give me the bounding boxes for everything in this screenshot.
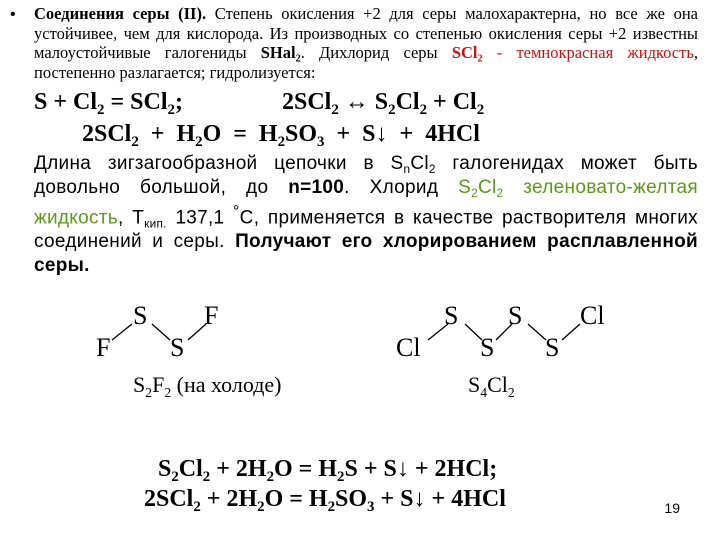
mol1-caption: $S_2F_2$ (на холоде)	[133, 372, 282, 400]
section-title: Соединения серы (II).	[34, 4, 207, 23]
precipitate-arrow-2: ↓	[396, 456, 409, 482]
equation-1b: 2SCl$_2$ ↔ $S_2Cl_2 + Cl_2$	[282, 89, 485, 119]
equilibrium-arrow: ↔	[344, 89, 369, 115]
shal-formula: SHal$_2$	[260, 43, 301, 65]
bullet-point: •	[10, 6, 16, 23]
scl2-description: - темнокрасная жидкость	[482, 43, 694, 62]
mol2-cl-bottom: Cl	[396, 333, 421, 362]
mol1-s-top: S	[133, 301, 148, 330]
mol2-s4: S	[545, 333, 560, 362]
mol2-s1: S	[444, 301, 459, 330]
intro-text-3: , постепенно разлагается; гидролизуется:	[34, 43, 698, 82]
intro-text: Степень окисления +2 для серы малохарактерна, но все же она устойчивее, чем для кислорода. Из производных со степенью окисления серы +2 известны малоустойчивые галогениды	[34, 4, 698, 62]
mol2-cl-top: Cl	[580, 301, 605, 330]
mol2-caption: $S_4Cl_2$	[468, 372, 515, 400]
mol1-f-bottom: F	[96, 333, 111, 362]
mol1-s-bottom: S	[170, 333, 185, 362]
intro-text-2: . Дихлорид серы	[300, 43, 452, 62]
precipitate-arrow-3: ↓	[413, 486, 426, 512]
mol2-s2: S	[508, 301, 523, 330]
mol2-s3: S	[480, 333, 495, 362]
bond-s2-s4	[528, 324, 546, 340]
s2cl2-formula: $S_2Cl_2$	[458, 177, 504, 201]
final-equation-2: $2SCl_2 + 2H_2O = H_2SO_3$ + S↓ + 4HCl	[144, 486, 506, 516]
scl2-formula: SCl$_2$	[451, 43, 483, 65]
chain-paragraph: Длина зигзагообразной цепочки в $S_nCl_2$ галогенидах может быть довольно большой, до n=100. Хлорид $S_2Cl_2$ зеленовато-желтая жидкость, $T_{кип.}$ 137,1 °C, применяется в качестве растворителя многих соединений и серы. Получают его хлорированием расплавленной серы.	[34, 153, 698, 277]
preparation-text: Получают его хлорированием расплавленной серы.	[34, 231, 698, 277]
degree-sign: °	[233, 203, 240, 220]
bond-f-s	[112, 324, 132, 340]
s2cl2-description: зеленовато-желтая жидкость	[34, 177, 698, 229]
bond-s4-cl	[562, 324, 580, 340]
equation-2: $2SCl_2 + H_2O = H_2SO_3$ + S↓ + 4HCl	[82, 121, 480, 151]
page-number: 19	[664, 500, 680, 516]
mol1-f-top: F	[204, 301, 219, 330]
final-equation-1: $S_2Cl_2 + 2H_2O = H_2S$ + S↓ + 2HCl;	[158, 456, 498, 486]
precipitate-arrow: ↓	[375, 121, 388, 147]
n100-value: n=100	[288, 177, 345, 198]
equation-1: $S + Cl_2 = SCl_2$;	[34, 89, 183, 119]
bond-s-s	[152, 324, 170, 340]
